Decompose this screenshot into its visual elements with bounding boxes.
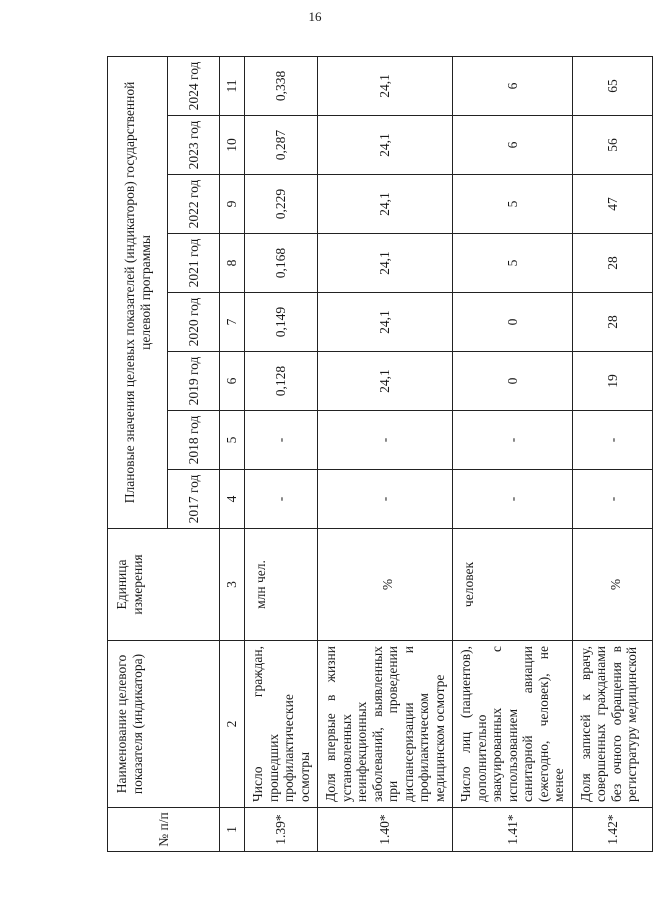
header-year: 2019 год [168, 352, 220, 411]
header-year: 2020 год [168, 293, 220, 352]
row-num: 1.39* [245, 808, 318, 852]
header-num: № п/п [108, 808, 220, 852]
table-row [318, 56, 453, 851]
column-number-row [220, 56, 245, 851]
row-value: 24,1 [318, 56, 453, 115]
row-name: Доля впервые в жизни установленных неинфекционных заболеваний, выявленных при проведении диспансеризации и профилактическом медицинском осмотре [318, 641, 453, 808]
row-value: 56 [572, 116, 652, 175]
header-year: 2018 год [168, 411, 220, 470]
row-value: 0 [453, 352, 573, 411]
table-row [572, 56, 652, 851]
row-value: 0,149 [245, 293, 318, 352]
column-number: 10 [220, 116, 245, 175]
row-value: 0,338 [245, 56, 318, 115]
row-value: 19 [572, 352, 652, 411]
column-number: 9 [220, 175, 245, 234]
row-num: 1.42* [572, 808, 652, 852]
column-number: 11 [220, 56, 245, 115]
row-value: 6 [453, 116, 573, 175]
column-number: 8 [220, 234, 245, 293]
header-year: 2024 год [168, 56, 220, 115]
row-name: Число лиц (пациентов), дополнительно эвакуированных с использованием санитарной авиации (ежегодно, человек), не менее [453, 641, 573, 808]
row-value: 47 [572, 175, 652, 234]
header-year: 2023 год [168, 116, 220, 175]
row-value: 0,128 [245, 352, 318, 411]
row-value: - [245, 470, 318, 529]
row-value: - [572, 470, 652, 529]
column-number: 5 [220, 411, 245, 470]
column-number: 2 [220, 641, 245, 808]
row-num: 1.40* [318, 808, 453, 852]
row-value: 0,168 [245, 234, 318, 293]
row-value: - [318, 411, 453, 470]
row-value: - [245, 411, 318, 470]
row-num: 1.41* [453, 808, 573, 852]
header-year: 2022 год [168, 175, 220, 234]
row-value: 5 [453, 175, 573, 234]
column-number: 4 [220, 470, 245, 529]
indicator-table [107, 56, 653, 852]
row-value: 65 [572, 56, 652, 115]
header-unit: Единица измерения [108, 529, 220, 641]
table-row [453, 56, 573, 851]
row-value: 28 [572, 234, 652, 293]
row-unit: % [318, 529, 453, 641]
row-value: 0 [453, 293, 573, 352]
row-unit: млн чел. [245, 529, 318, 641]
row-name: Доля записей к врачу, совершенных гражданами без очного обращения в регистратуру медицинской [572, 641, 652, 808]
header-year: 2017 год [168, 470, 220, 529]
table-row [245, 56, 318, 851]
header-planned-values: Плановые значения целевых показателей (индикаторов) государственной целевой программы [108, 56, 168, 528]
row-value: - [453, 470, 573, 529]
row-value: 28 [572, 293, 652, 352]
column-number: 1 [220, 808, 245, 852]
row-value: 24,1 [318, 175, 453, 234]
row-unit: % [572, 529, 652, 641]
row-value: 5 [453, 234, 573, 293]
row-value: 0,229 [245, 175, 318, 234]
row-value: 24,1 [318, 116, 453, 175]
row-value: 24,1 [318, 352, 453, 411]
page-number: 16 [308, 9, 322, 24]
column-number: 7 [220, 293, 245, 352]
row-value: 6 [453, 56, 573, 115]
row-value: 0,287 [245, 116, 318, 175]
indicator-table-rotated [107, 57, 640, 852]
header-year: 2021 год [168, 234, 220, 293]
row-value: - [453, 411, 573, 470]
row-value: 24,1 [318, 293, 453, 352]
row-unit: человек [453, 529, 573, 641]
row-name: Число граждан, прошедших профилактические осмотры [245, 641, 318, 808]
column-number: 6 [220, 352, 245, 411]
column-number: 3 [220, 529, 245, 641]
row-value: - [318, 470, 453, 529]
row-value: - [572, 411, 652, 470]
header-name: Наименование целевого показателя (индикатора) [108, 641, 220, 808]
row-value: 24,1 [318, 234, 453, 293]
